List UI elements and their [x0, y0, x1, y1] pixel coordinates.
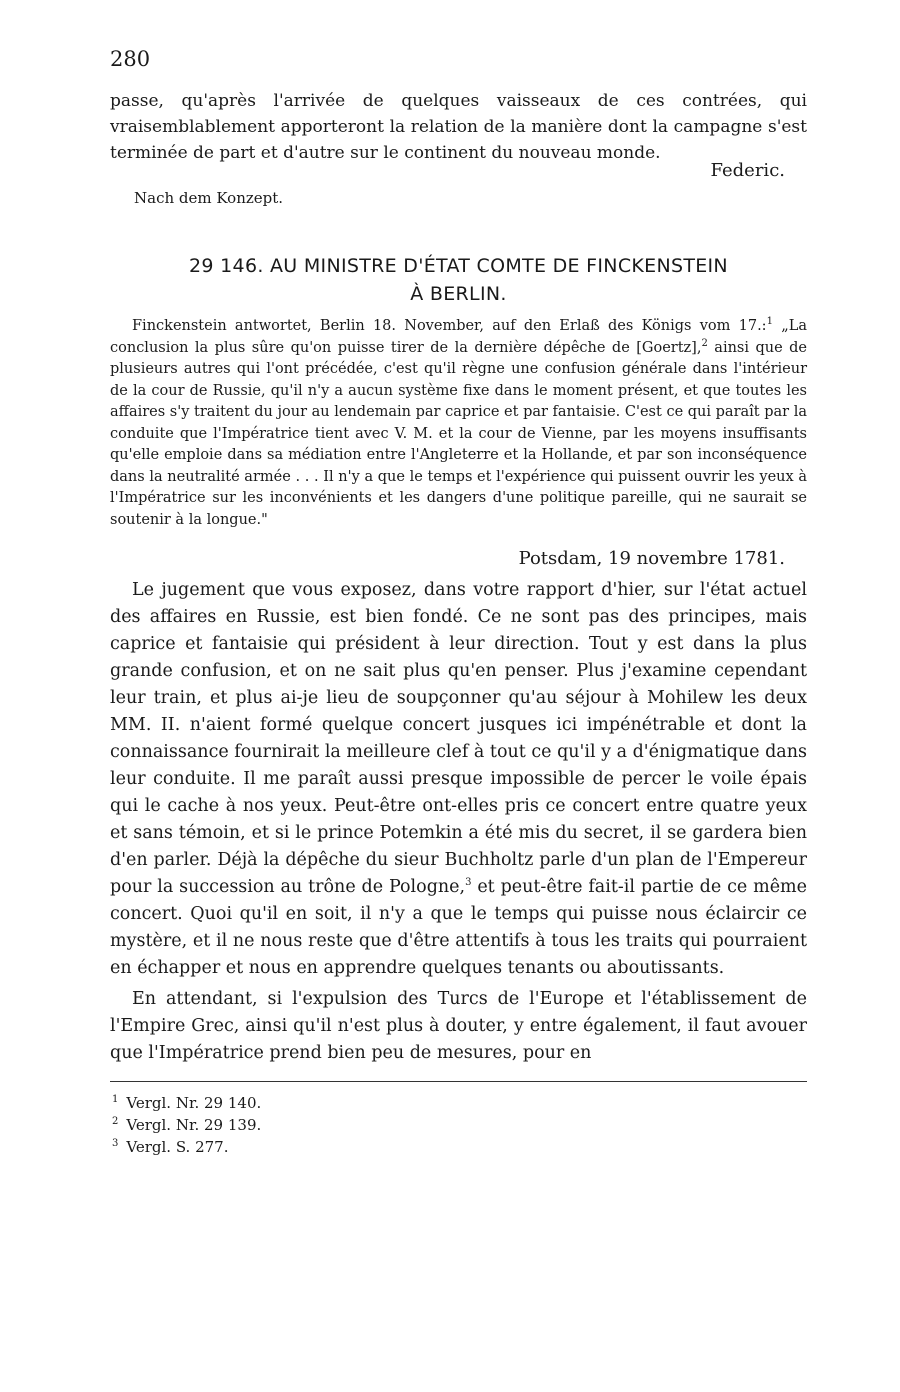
document-summary [110, 316, 807, 531]
book-page [110, 42, 807, 1158]
footnote-2 [112, 1114, 807, 1136]
summary-part-3: ainsi que de plusieurs autres qui l'ont précédée, c'est qu'il règne une confusion générale dans l'intérieur de la cour de Russie, qu'il n'y a aucun système fixe dans le moment présent, et que toutes les affaires s'y traitent du jour au lendemain par caprice et par fantaisie. C'est ce qui paraît par la conduite que l'Impératrice tient avec V. M. et la cour de Vienne, par les moyens insuffisants qu'elle emploie dans sa médiation entre l'Angleterre et la Hollande, et par son inconséquence dans la neutralité armée . . . Il n'y a que le temps et l'expérience qui puissent ouvrir les yeux à l'Impératrice sur les inconvénients et les dangers d'une politique pareille, qui ne saurait se soutenir à la longue." [110, 339, 807, 528]
summary-part-2: „La conclusion la plus sûre qu'on puisse tirer de la dernière dépêche de [Goertz], [110, 318, 807, 356]
signature: Federic. [710, 160, 785, 181]
footnote-text: Vergl. S. 277. [126, 1138, 229, 1156]
footnote-ref-3: 3 [465, 877, 472, 889]
footnote-text: Vergl. Nr. 29 139. [126, 1116, 262, 1134]
footnote-marker: 3 [112, 1138, 119, 1149]
continuation-paragraph: passe, qu'après l'arrivée de quelques vaisseaux de ces contrées, qui vraisemblablement apporteront la relation de la manière dont la campagne s'est terminée de part et d'autre sur le continent du nouveau monde. [110, 91, 807, 163]
letter-p1-part-1: Le jugement que vous exposez, dans votre rapport d'hier, sur l'état actuel des affaires en Russie, est bien fondé. Ce ne sont pas des principes, mais caprice et fantaisie qui président à leur direction. Tout y est dans la plus grande confusion, et on ne sait plus qu'en penser. Plus j'examine cependant leur train, et plus ai-je lieu de soupçonner qu'au séjour à Mohilew les deux MM. II. n'aient formé quelque concert jusques ici impénétrable et dont la connaissance fournirait la meilleure clef à tout ce qu'il y a d'énigmatique dans leur conduite. Il me paraît aussi presque impossible de percer le voile épais qui le cache à nos yeux. Peut-être ont-elles pris ce concert entre quatre yeux et sans témoin, et si le prince Potemkin a été mis du secret, il se gardera bien d'en parler. Déjà la dépêche du sieur Buchholtz parle d'un plan de l'Empereur pour la succession au trône de Pologne, [110, 580, 807, 897]
footnote-ref-2: 2 [701, 337, 708, 349]
page-number: 280 [110, 47, 151, 71]
footnote-divider [110, 1081, 807, 1082]
footnote-1 [112, 1092, 807, 1114]
dateline: Potsdam, 19 novembre 1781. [518, 548, 785, 569]
source-note: Nach dem Konzept. [134, 189, 284, 207]
footnote-ref-1: 1 [766, 316, 773, 328]
heading-line-1: 29 146. AU MINISTRE D'ÉTAT COMTE DE FINCKENSTEIN [189, 255, 728, 277]
footnote-marker: 2 [112, 1116, 119, 1127]
footnote-text: Vergl. Nr. 29 140. [126, 1094, 262, 1112]
letter-paragraph-2: En attendant, si l'expulsion des Turcs de l'Europe et l'établissement de l'Empire Grec, ainsi qu'il n'est plus à douter, y entre également, il faut avouer que l'Impératrice prend bien peu de mesures, pour en [110, 989, 807, 1063]
summary-part-1: Finckenstein antwortet, Berlin 18. November, auf den Erlaß des Königs vom 17.: [132, 318, 767, 334]
footnote-marker: 1 [112, 1094, 119, 1105]
letter-body [110, 577, 807, 1067]
footnotes [112, 1092, 807, 1158]
footnote-3 [112, 1136, 807, 1158]
letter-p1-part-2: et peut-être fait-il partie de ce même concert. Quoi qu'il en soit, il n'y a que le temps qui puisse nous éclaircir ce mystère, et il ne nous reste que d'être attentifs à tous les traits qui pourraient en échapper et nous en apprendre quelques tenants ou aboutissants. [110, 877, 808, 978]
document-heading [110, 252, 807, 308]
letter-paragraph-1 [110, 577, 807, 982]
heading-line-2: À BERLIN. [410, 283, 507, 305]
